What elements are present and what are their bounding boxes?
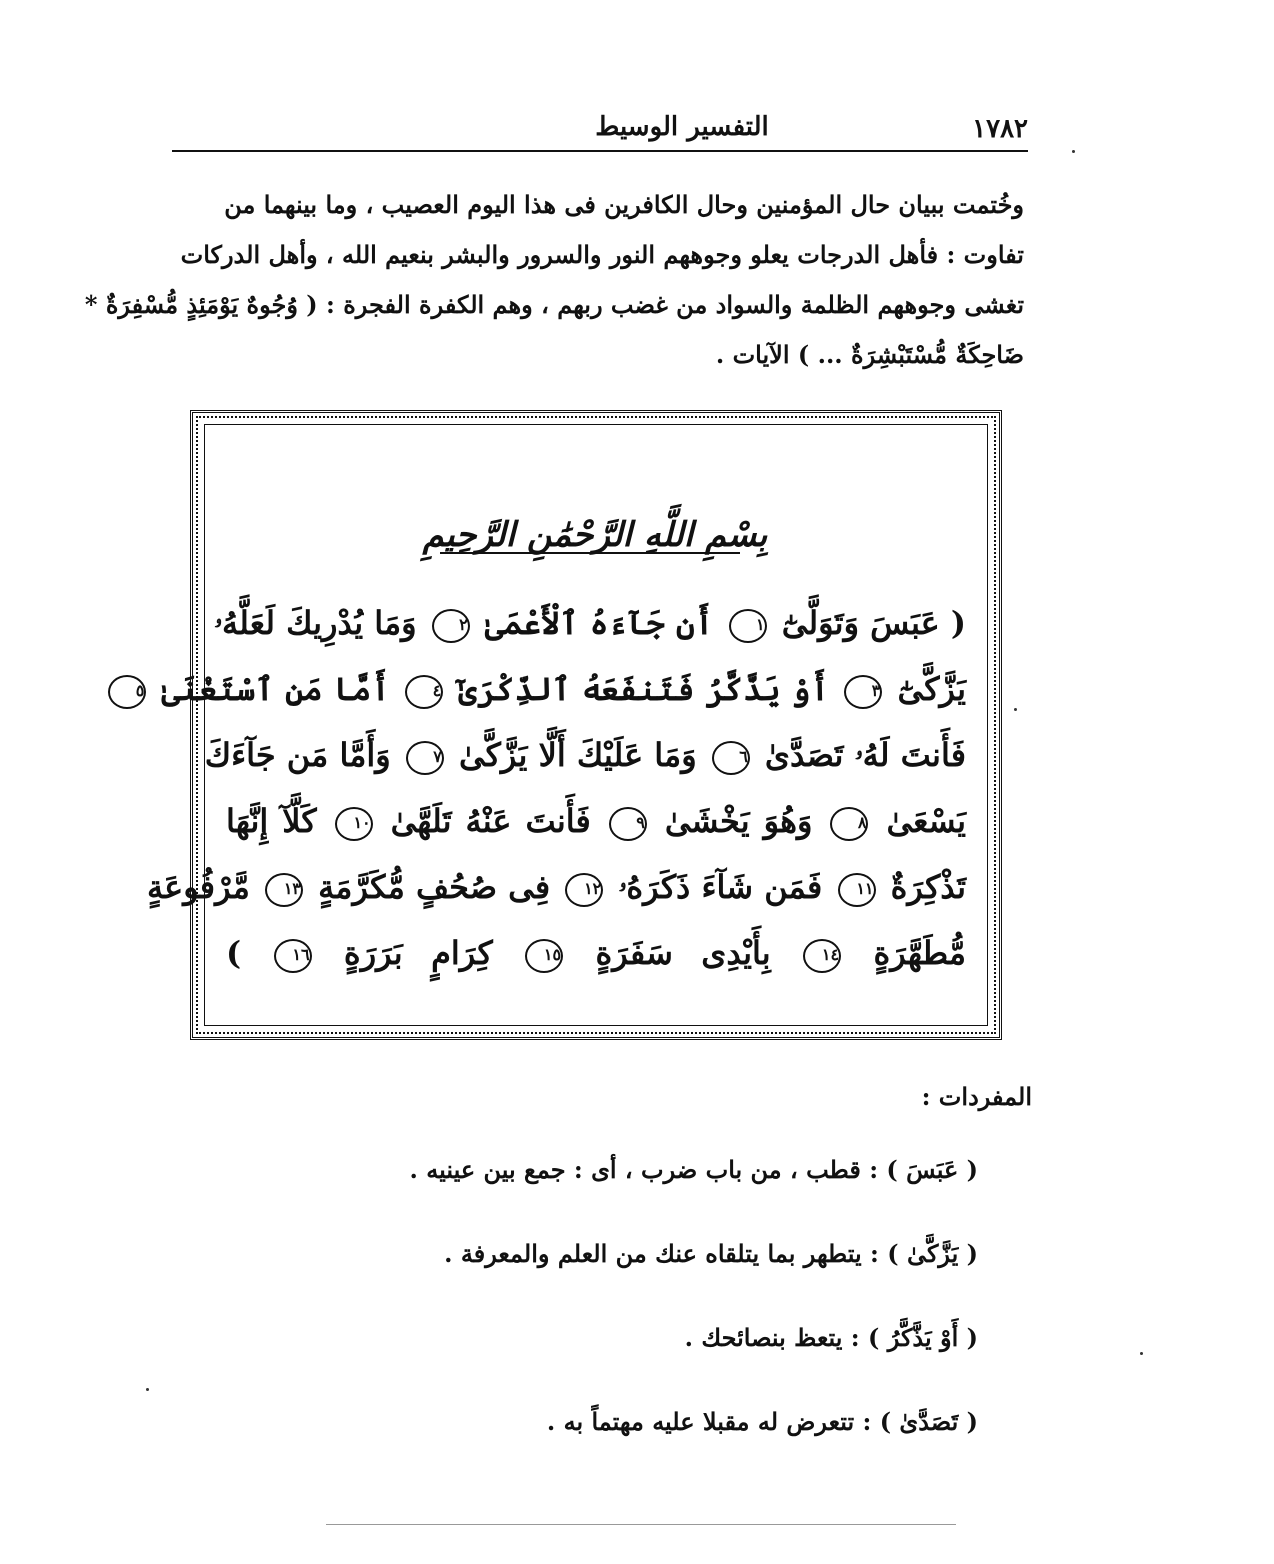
intro-line: تفاوت : فأهل الدرجات يعلو وجوههم النور والسرور والبشر بنعيم الله ، وأهل الدركات [180, 240, 1024, 269]
intro-line: وخُتمت ببيان حال المؤمنين وحال الكافرين فى هذا اليوم العصيب ، وما بينهما من [224, 190, 1024, 219]
scan-speck [1140, 1352, 1143, 1355]
verse-line [135, 656, 966, 722]
verse-text: تَذْكِرَةٌ [890, 868, 966, 906]
scan-speck [1072, 150, 1075, 153]
verse-number-marker: ١٠ [335, 807, 373, 841]
verse-number-marker: ٢ [432, 609, 470, 643]
verse-number-marker: ١٢ [565, 873, 603, 907]
verse-number-marker: ٨ [830, 807, 868, 841]
vocabulary-item: ( تَصَدَّىٰ ) : تتعرض له مقبلا عليه مهتماً به . [546, 1407, 978, 1436]
page-number: ١٧٨٢ [972, 114, 1028, 144]
verse-text: فَأَنتَ عَنْهُ تَلَهَّىٰ [390, 802, 591, 840]
scan-speck [1014, 708, 1017, 711]
verse-line [204, 722, 966, 788]
bismillah: بِسْمِ اللَّهِ الرَّحْمَٰنِ الرَّحِيمِ [422, 515, 768, 555]
verse-number-marker: ١٤ [803, 939, 841, 973]
verse-text: مَّرْفُوعَةٍ [146, 868, 250, 906]
page-header [172, 108, 1028, 152]
verse-text: مُّطَهَّرَةٍ [873, 934, 967, 972]
verse-number-marker: ١٦ [274, 939, 312, 973]
verse-text: فَمَن شَآءَ ذَكَرَهُۥ [618, 868, 823, 906]
vocabulary-list [278, 1150, 978, 1486]
verse-number-marker: ٦ [712, 741, 750, 775]
verse-text: فِى صُحُفٍ مُّكَرَّمَةٍ [318, 868, 551, 906]
verse-text: ) [226, 934, 242, 972]
intro-paragraph [84, 180, 1024, 380]
verse-text: فَأَنتَ لَهُۥ تَصَدَّىٰ [764, 736, 966, 774]
verse-text: يَسْعَىٰ [886, 802, 967, 840]
intro-line: تغشى وجوههم الظلمة والسواد من غضب ربهم ، وهم الكفرة الفجرة : ( وُجُوهٌ يَوْمَئِذٍ مُّسْفِرَةٌ * [84, 290, 1024, 319]
verse-number-marker: ١ [729, 609, 767, 643]
verse-text: بِأَيْدِى سَفَرَةٍ [595, 934, 771, 972]
verse-line [214, 590, 966, 656]
verse-text: وَمَا عَلَيْكَ أَلَّا يَزَّكَّىٰ [458, 736, 697, 774]
verse-number-marker: ٣ [844, 675, 882, 709]
verse-text: وَهُوَ يَخْشَىٰ [664, 802, 813, 840]
verse-text: أَوْ يَذَّكَّرُ فَتَنفَعَهُ ٱلذِّكْرَىٰٓ [458, 670, 830, 708]
vocabulary-item: ( عَبَسَ ) : قطب ، من باب ضرب ، أى : جمع بين عينيه . [409, 1155, 978, 1184]
verse-text: أَن جَآءَهُ ٱلْأَعْمَىٰ [484, 604, 714, 642]
verse-line [226, 788, 966, 854]
footer-rule [326, 1524, 956, 1525]
bismillah-flourish [440, 552, 740, 554]
verse-text: كِرَامٍ بَرَرَةٍ [343, 934, 493, 972]
verse-number-marker: ٤ [405, 675, 443, 709]
header-rule [172, 150, 1028, 152]
verses-block [135, 590, 967, 986]
verse-number-marker: ٧ [406, 741, 444, 775]
intro-line: ضَاحِكَةٌ مُّسْتَبْشِرَةٌ ... ) الآيات . [715, 340, 1024, 369]
verse-number-marker: ١١ [838, 873, 876, 907]
verse-text: وَأَمَّا مَن جَآءَكَ [204, 736, 391, 774]
verse-line [226, 920, 966, 986]
book-title: التفسير الوسيط [595, 112, 769, 142]
verse-text: وَمَا يُدْرِيكَ لَعَلَّهُۥ [214, 604, 417, 642]
verse-line [146, 854, 966, 920]
vocabulary-heading: المفردات : [921, 1082, 1032, 1111]
vocabulary-item: ( يَزَّكَّىٰ ) : يتطهر بما يتلقاه عنك من العلم والمعرفة . [444, 1239, 978, 1268]
verse-text: يَزَّكَّىٰٓ [897, 670, 966, 708]
verse-number-marker: ٥ [108, 675, 146, 709]
verse-frame [135, 410, 1002, 1040]
vocabulary-item: ( أَوْ يَذَّكَّرُ ) : يتعظ بنصائحك . [684, 1323, 978, 1352]
verse-text: أَمَّا مَنِ ٱسْتَغْنَىٰ [161, 670, 391, 708]
verse-number-marker: ١٥ [525, 939, 563, 973]
verse-text: كَلَّآ إِنَّهَا [226, 802, 317, 840]
verse-number-marker: ٩ [609, 807, 647, 841]
scan-speck [146, 1388, 149, 1391]
verse-text: ( عَبَسَ وَتَوَلَّىٰٓ [781, 604, 966, 642]
verse-number-marker: ١٣ [265, 873, 303, 907]
